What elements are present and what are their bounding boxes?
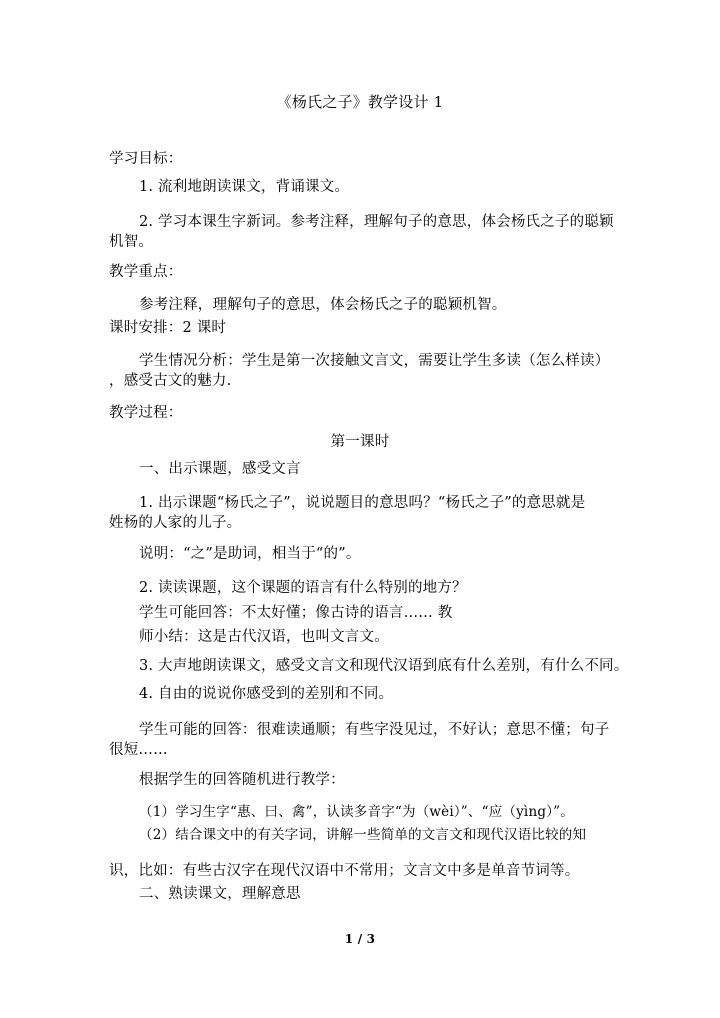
possible-answers: 学生可能的回答：很难读通顺；有些字没见过，不好认；意思不懂；句子: [139, 722, 610, 738]
step-3: 3. 大声地朗读课文，感受文言文和现代汉语到底有什么差别，有什么不同。: [139, 658, 629, 674]
step-1: 1. 出示课题“杨氏之子”，说说题目的意思吗？“杨氏之子”的意思就是: [139, 495, 586, 511]
note-text: 说明：“之”是助词，相当于“的”。: [139, 546, 361, 562]
goal-2: 2. 学习本课生字新词。参考注释，理解句子的意思，体会杨氏之子的聪颖: [139, 214, 614, 230]
section-1-heading: 一、出示课题，感受文言: [139, 461, 301, 477]
document-title: 《杨氏之子》教学设计 1: [276, 93, 444, 111]
step-4: 4. 自由的说说你感受到的差别和不同。: [139, 686, 394, 702]
teaching-by-answers: 根据学生的回答随机进行教学：: [139, 772, 345, 788]
sub-item-1: （1）学习生字“惠、曰、禽”，认读多音字“为（wèi）”、“应（yìng）”。: [139, 804, 574, 820]
possible-answers-cont: 很短……: [109, 742, 168, 758]
goal-2-cont: 机智。: [109, 234, 154, 250]
goal-1: 1. 流利地朗读课文，背诵课文。: [139, 179, 350, 195]
step-1-cont: 姓杨的人家的儿子。: [109, 515, 242, 531]
schedule-text: 课时安排：2 课时: [109, 320, 227, 336]
sub-item-2-cont: 识，比如：有些古汉字在现代汉语中不常用；文言文中多是单音节词等。: [109, 863, 580, 879]
step-2: 2. 读读课题，这个课题的语言有什么特别的地方？: [139, 580, 467, 596]
teacher-summary: 师小结：这是古代汉语，也叫文言文。: [139, 629, 389, 645]
key-point-text: 参考注释，理解句子的意思，体会杨氏之子的聪颖机智。: [139, 297, 507, 313]
lesson-one-heading: 第一课时: [330, 434, 390, 450]
heading-key-points: 教学重点：: [109, 264, 183, 280]
heading-learning-goals: 学习目标：: [109, 151, 183, 167]
heading-teaching-process: 教学过程：: [109, 405, 183, 421]
student-analysis-cont: ，感受古文的魅力.: [109, 373, 232, 389]
possible-answer: 学生可能回答：不太好懂；像古诗的语言…… 教: [139, 605, 453, 621]
page-number: 1 / 3: [344, 932, 376, 946]
student-analysis: 学生情况分析：学生是第一次接触文言文，需要让学生多读（怎么样读）: [139, 353, 610, 369]
section-2-heading: 二、熟读课文，理解意思: [139, 886, 301, 902]
sub-item-2: （2）结合课文中的有关字词，讲解一些简单的文言文和现代汉语比较的知: [139, 827, 587, 843]
